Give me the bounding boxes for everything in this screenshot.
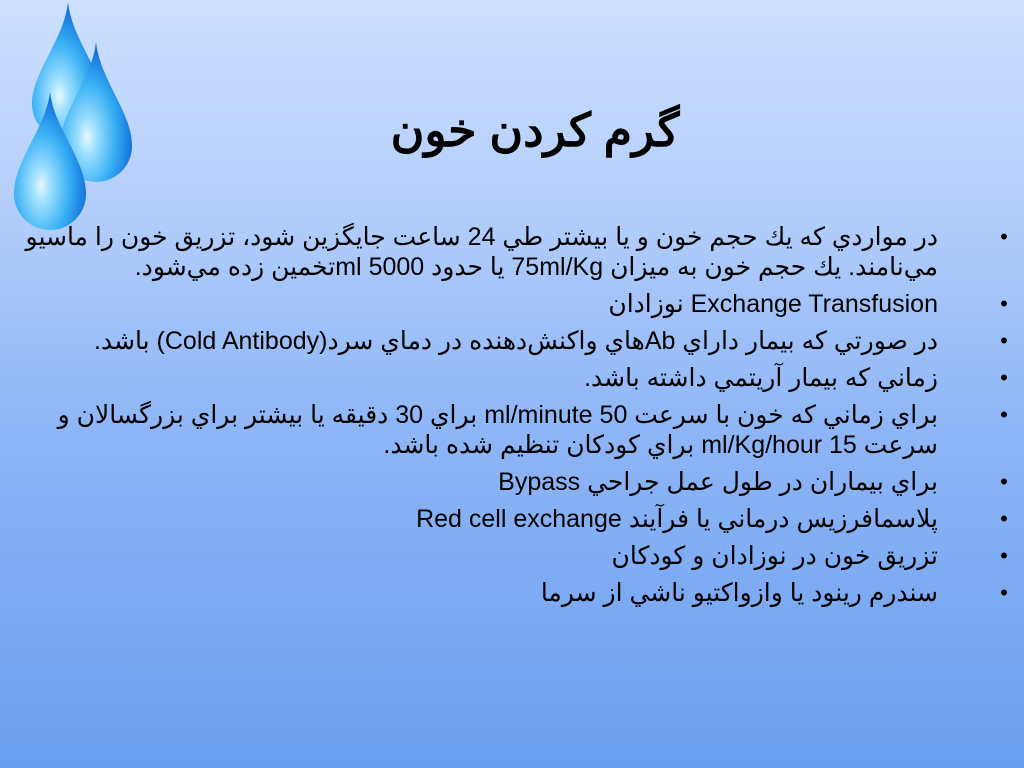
- bullet-marker: •: [1000, 543, 1008, 568]
- slide-title: گرم کردن خون: [390, 104, 680, 156]
- bullet-item: [14, 222, 1014, 282]
- bullet-item: [14, 504, 1014, 534]
- bullet-item: [14, 467, 1014, 497]
- bullet-item: [14, 541, 1014, 571]
- bullet-text: سندرم رينود يا وازواكتيو ناشي از سرما: [540, 579, 938, 607]
- bullet-marker: •: [1000, 506, 1008, 531]
- bullet-text: Exchange Transfusion نوزادان: [608, 290, 938, 318]
- bullet-text: در مواردي كه يك حجم خون و يا بيشتر طي 24 ساعت جايگزين شود، تزريق خون را ماسيو مي‌نامند. يك حجم خون به ميزان 75ml/Kg يا حدود 5000 mlتخمين زده مي‌شود.: [25, 223, 938, 281]
- water-drops-icon: [0, 0, 150, 250]
- bullet-item: [14, 400, 1014, 460]
- bullet-marker: •: [1000, 580, 1008, 605]
- bullet-marker: •: [1000, 328, 1008, 353]
- bullet-text: براي زماني كه خون با سرعت 50 ml/minute براي 30 دقيقه يا بيشتر براي بزرگسالان و سرعت 15 ml/Kg/hour براي كودكان تنظيم شده باشد.: [57, 401, 938, 459]
- bullet-marker: •: [1000, 402, 1008, 427]
- bullet-text: در صورتي كه بيمار داراي Abهاي واكنش‌دهنده در دماي سرد(Cold Antibody) باشد.: [94, 327, 938, 355]
- bullet-marker: •: [1000, 469, 1008, 494]
- bullet-item: [14, 326, 1014, 356]
- bullet-list: [14, 222, 1014, 615]
- bullet-text: براي بيماران در طول عمل جراحي Bypass: [498, 468, 938, 496]
- bullet-marker: •: [1000, 224, 1008, 249]
- bullet-item: [14, 578, 1014, 608]
- bullet-item: [14, 363, 1014, 393]
- bullet-text: زماني كه بيمار آريتمي داشته باشد.: [584, 364, 938, 392]
- bullet-item: [14, 289, 1014, 319]
- bullet-marker: •: [1000, 365, 1008, 390]
- bullet-text: تزريق خون در نوزادان و كودكان: [611, 542, 938, 570]
- bullet-text: پلاسمافرزيس درماني يا فرآيند Red cell exchange: [416, 505, 938, 533]
- bullet-marker: •: [1000, 291, 1008, 316]
